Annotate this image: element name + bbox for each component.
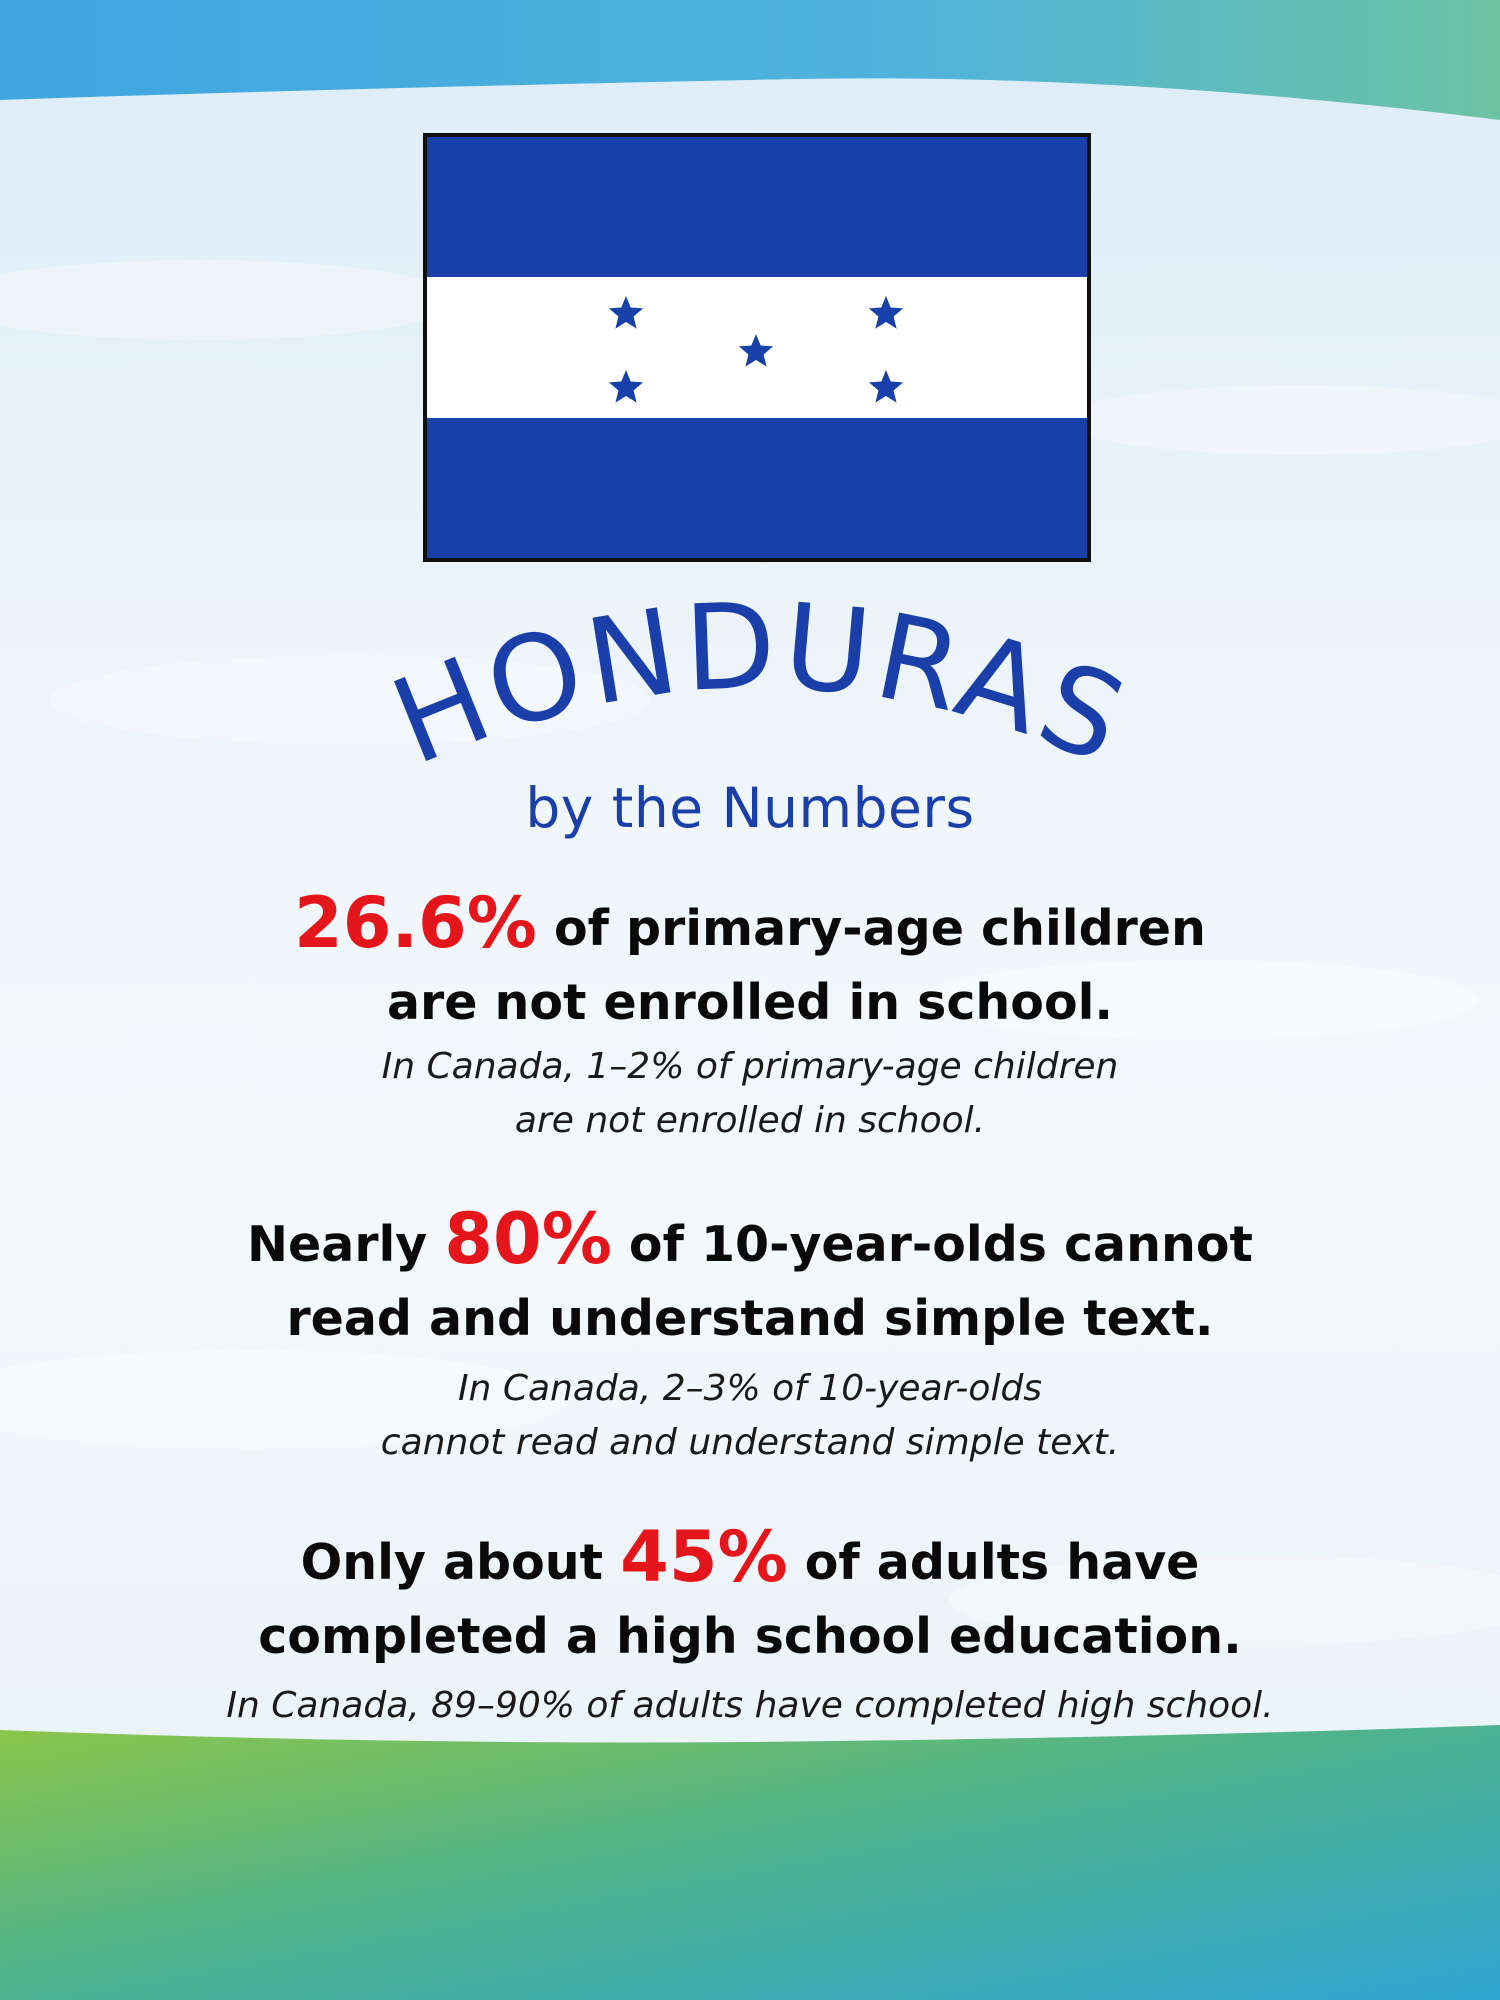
note-line: In Canada, 89–90% of adults have completed high school. bbox=[226, 1685, 1274, 1726]
note-line: are not enrolled in school. bbox=[514, 1100, 986, 1141]
stat-text: of primary-age children bbox=[553, 900, 1206, 957]
stat-percent: 26.6% bbox=[294, 882, 537, 964]
note-line: In Canada, 2–3% of 10-year-olds bbox=[457, 1368, 1043, 1409]
svg-text:HONDURAS bbox=[374, 590, 1146, 792]
note-line: cannot read and understand simple text. bbox=[380, 1422, 1120, 1463]
stat-text: completed a high school education. bbox=[258, 1608, 1242, 1665]
page-subtitle: by the Numbers bbox=[525, 776, 975, 840]
honduras-flag bbox=[423, 133, 1091, 562]
stat-percent: 45% bbox=[620, 1516, 788, 1598]
canada-comparison-3 bbox=[0, 1679, 1500, 1733]
stat-prefix: Only about bbox=[300, 1534, 604, 1591]
stat-prefix: Nearly bbox=[247, 1216, 428, 1273]
canada-comparison-2 bbox=[0, 1362, 1500, 1470]
stat-text: of 10-year-olds cannot bbox=[628, 1216, 1253, 1273]
stat-text: of adults have bbox=[804, 1534, 1200, 1591]
page-title: HONDURAS bbox=[374, 590, 1147, 792]
stat-block-1 bbox=[0, 882, 1500, 1040]
stat-percent: 80% bbox=[444, 1198, 612, 1280]
note-line: In Canada, 1–2% of primary-age children bbox=[381, 1046, 1119, 1087]
stat-text: read and understand simple text. bbox=[286, 1290, 1214, 1347]
canada-comparison-1 bbox=[0, 1040, 1500, 1148]
stat-block-3 bbox=[0, 1516, 1500, 1674]
stat-block-2 bbox=[0, 1198, 1500, 1356]
stat-text: are not enrolled in school. bbox=[386, 974, 1114, 1031]
